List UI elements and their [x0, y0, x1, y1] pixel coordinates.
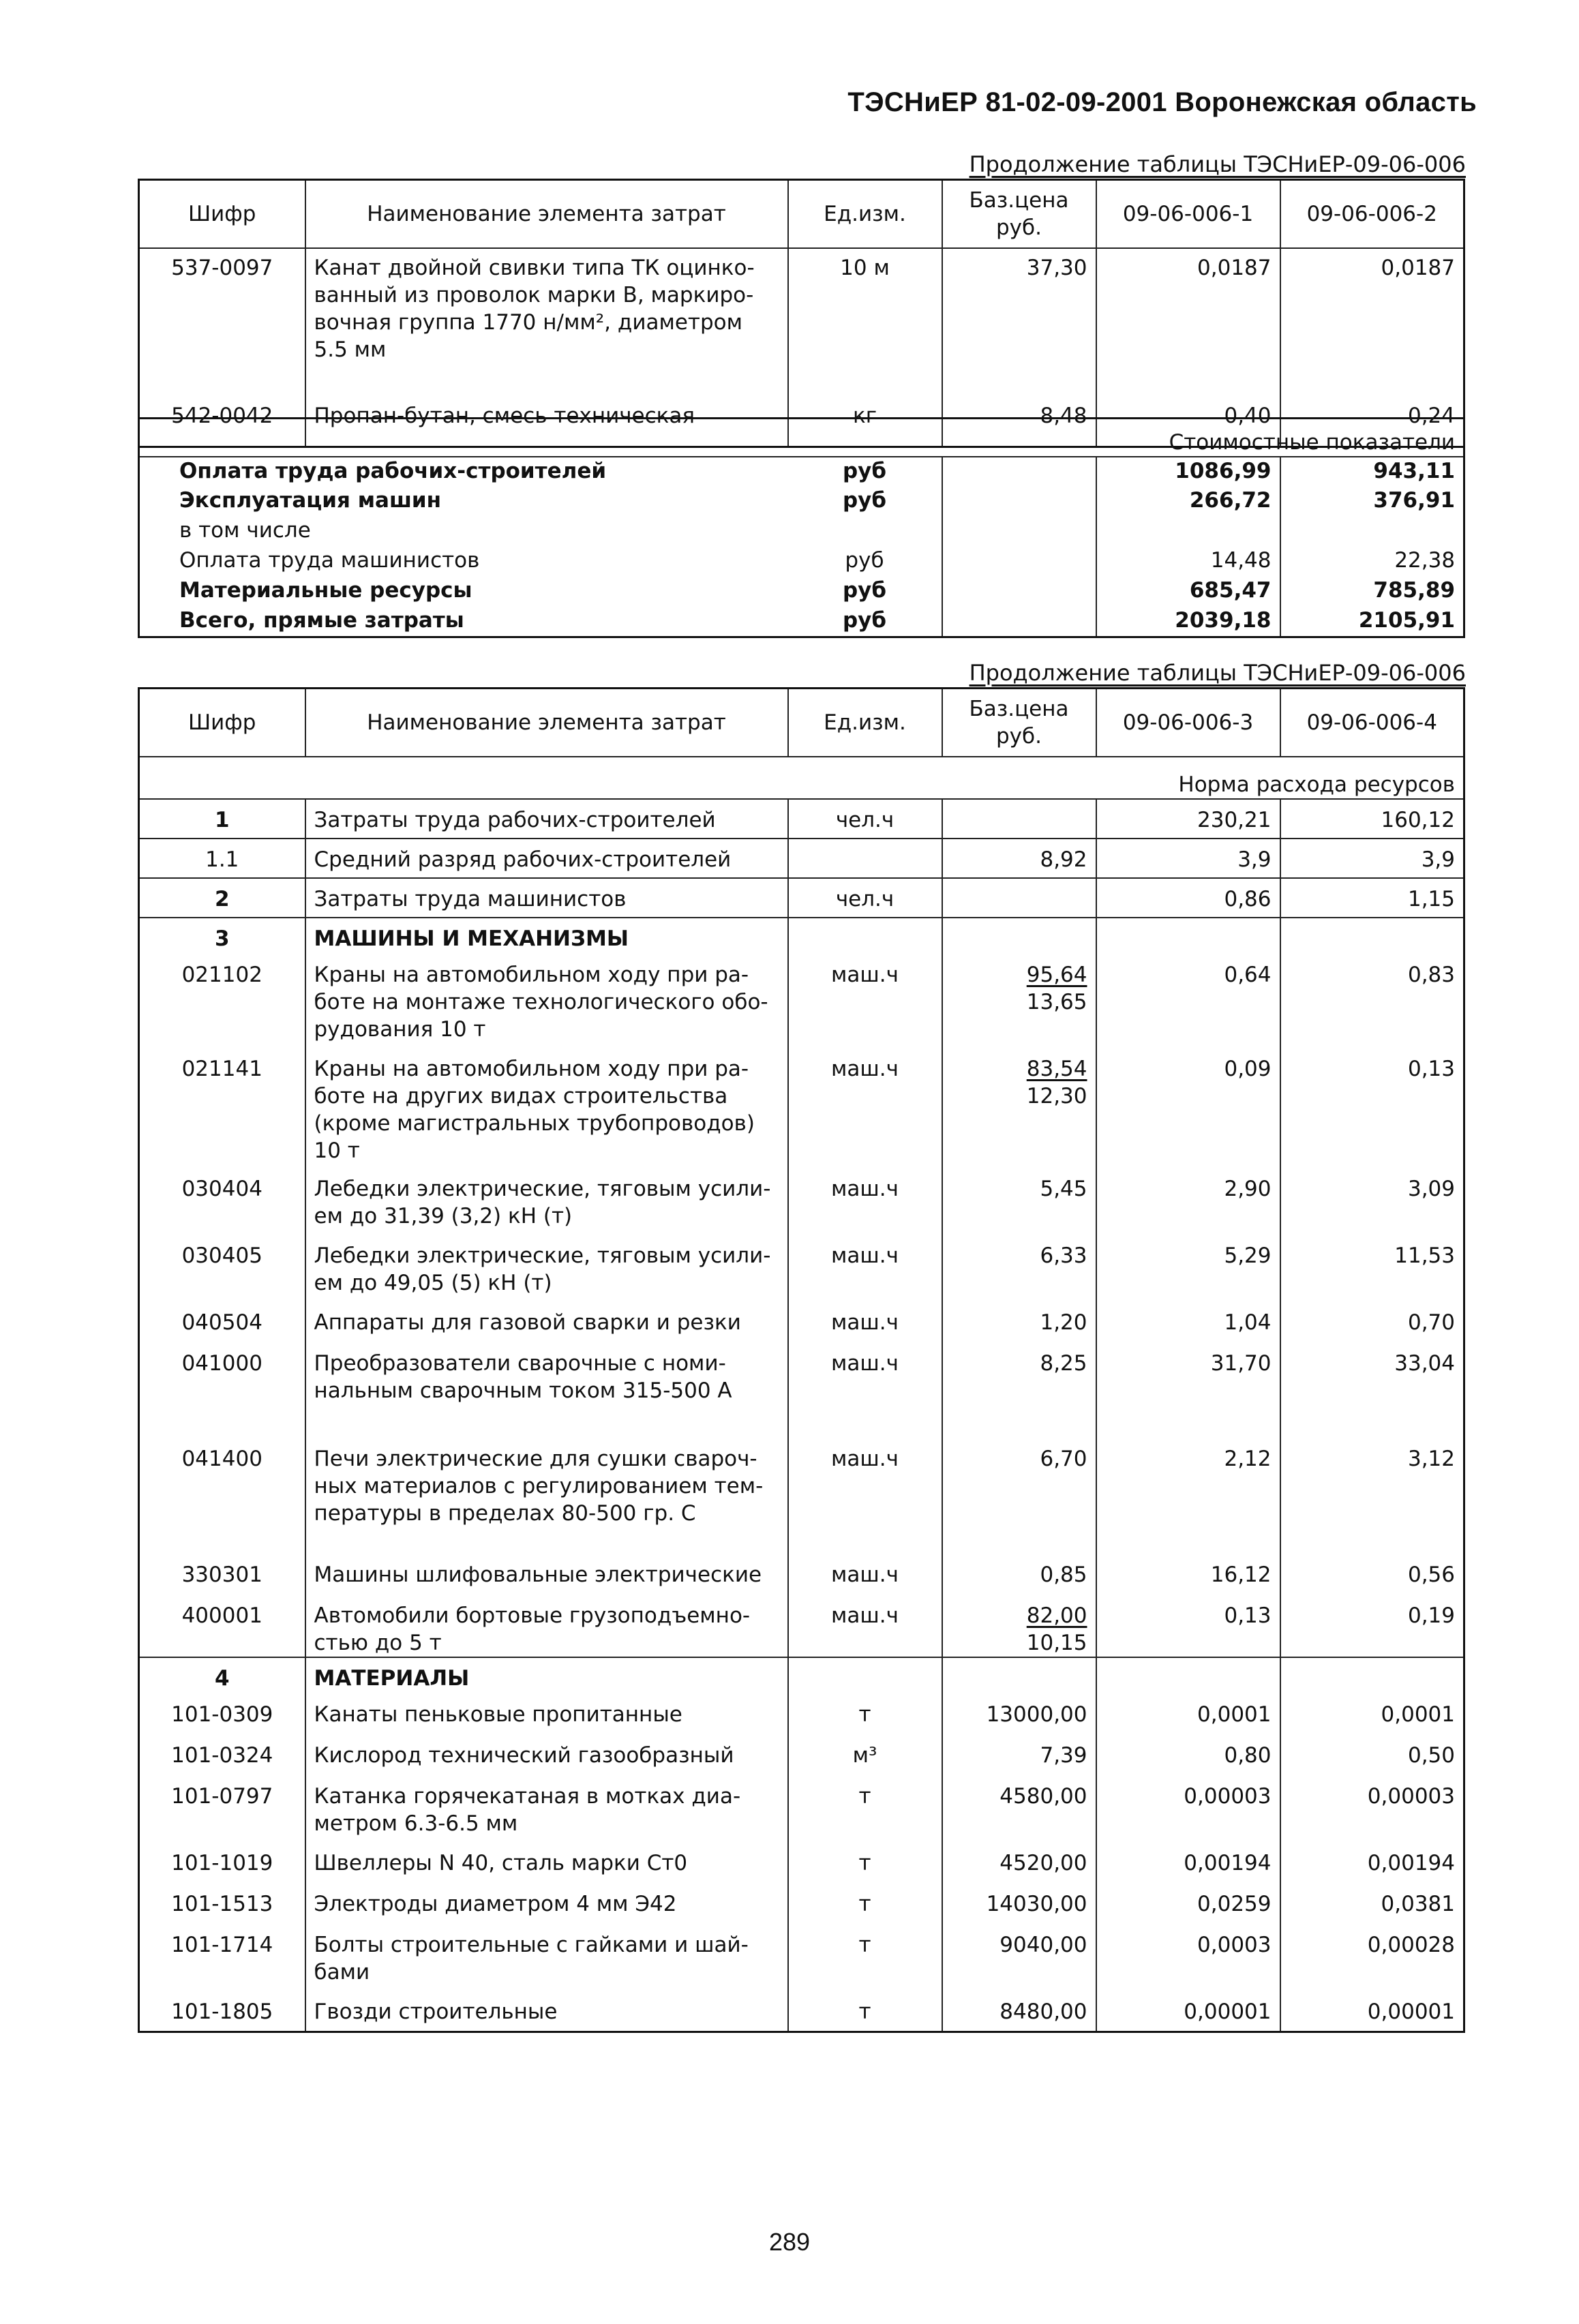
- row-name: Машины шлифовальные электрические: [305, 1556, 788, 1597]
- row-value-b: 0,83: [1280, 956, 1464, 1050]
- row-unit: чел.ч: [788, 878, 942, 918]
- row-unit: т: [788, 1844, 942, 1885]
- row-price: 8,92: [942, 839, 1096, 878]
- row-value-a: 16,12: [1096, 1556, 1280, 1597]
- blank-cell: [1096, 1657, 1280, 1695]
- summary-unit: руб: [845, 548, 884, 573]
- row-value-b: 0,70: [1280, 1303, 1464, 1344]
- row-name: Краны на автомобильном ходу при ра- боте на других видах строительства (кроме магистральных трубопроводов) 10 т: [305, 1050, 788, 1170]
- col-code-header: Шифр: [188, 201, 256, 226]
- row-value-b: 0,13: [1280, 1050, 1464, 1170]
- table-row: [139, 1926, 1464, 1993]
- row-value-a: 0,0003: [1096, 1926, 1280, 1993]
- row-name: Канат двойной свивки типа ТК оцинко- ванный из проволок марки В, маркиро- вочная группа 1770 н/мм², диаметром 5.5 мм: [305, 248, 788, 390]
- row-value-a: 0,00003: [1096, 1777, 1280, 1844]
- row-unit: т: [788, 1993, 942, 2032]
- summary-value-b: 943,11: [1280, 457, 1464, 487]
- row-name: Краны на автомобильном ходу при ра- боте на монтаже технологического обо- рудования 10 т: [305, 956, 788, 1050]
- row-price: [942, 956, 1096, 1050]
- row-code: 101-1805: [171, 1999, 273, 2024]
- blank-cell: [788, 1657, 942, 1695]
- page-number: 289: [768, 2228, 811, 2256]
- row-name: Швеллеры N 40, сталь марки Ст0: [305, 1844, 788, 1885]
- summary-price: [942, 547, 1096, 577]
- table-row: [139, 1844, 1464, 1885]
- row-code: 041400: [181, 1446, 262, 1471]
- row-unit: маш.ч: [788, 956, 942, 1050]
- row-code: 101-0324: [171, 1742, 273, 1768]
- row-value-a: 2,90: [1096, 1170, 1280, 1237]
- row-value-b: 0,00001: [1280, 1993, 1464, 2032]
- col-unit-header: Ед.изм.: [788, 180, 942, 248]
- row-price: [942, 799, 1096, 839]
- table-row: [139, 878, 1464, 918]
- table-row: [139, 1885, 1464, 1926]
- blank-cell: [788, 918, 942, 956]
- col-unit-header: Ед.изм.: [788, 689, 942, 757]
- row-price: 13000,00: [942, 1695, 1096, 1736]
- table1-summary: [138, 417, 1465, 638]
- col-name-header: Наименование элемента затрат: [305, 180, 788, 248]
- table-row: [139, 956, 1464, 1050]
- table1: [138, 179, 1465, 448]
- summary-value-a: 14,48: [1096, 547, 1280, 577]
- summary-unit: руб: [842, 608, 887, 633]
- row-value-b: 0,56: [1280, 1556, 1464, 1597]
- row-unit: маш.ч: [788, 1597, 942, 1657]
- col-a-header: 09-06-006-1: [1096, 180, 1280, 248]
- table2-continuation: Продолжение таблицы ТЭСНиЕР-09-06-006: [969, 660, 1466, 686]
- row-value-b: 0,00194: [1280, 1844, 1464, 1885]
- row-unit: чел.ч: [788, 799, 942, 839]
- row-name: Печи электрические для сушки свароч- ных материалов с регулированием тем- пературы в пределах 80-500 гр. С: [305, 1440, 788, 1556]
- row-price: 4580,00: [942, 1777, 1096, 1844]
- row-code: 101-0797: [171, 1783, 273, 1809]
- summary-name: Эксплуатация машин: [179, 488, 442, 513]
- row-unit: т: [788, 1777, 942, 1844]
- col-name-header: Наименование элемента затрат: [305, 689, 788, 757]
- table-row: [139, 1695, 1464, 1736]
- table-row: [139, 1303, 1464, 1344]
- row-value-a: 0,80: [1096, 1736, 1280, 1777]
- summary-price: [942, 457, 1096, 487]
- row-code: 330301: [181, 1562, 262, 1587]
- row-code: 030405: [181, 1243, 262, 1268]
- row-value-b: 3,09: [1280, 1170, 1464, 1237]
- summary-row: [139, 457, 1464, 487]
- blank-cell: [1280, 1657, 1464, 1695]
- table-row: [139, 248, 1464, 390]
- row-value-b: 0,0381: [1280, 1885, 1464, 1926]
- row-price: 1,20: [942, 1303, 1096, 1344]
- summary-value-b: 2105,91: [1280, 607, 1464, 637]
- row-value-a: 0,0001: [1096, 1695, 1280, 1736]
- row-value-b: 0,00003: [1280, 1777, 1464, 1844]
- summary-unit: [788, 517, 942, 547]
- row-name: Кислород технический газообразный: [305, 1736, 788, 1777]
- row-value-b: 1,15: [1280, 878, 1464, 918]
- summary-value-b: 785,89: [1280, 577, 1464, 607]
- row-code: 021141: [181, 1056, 262, 1081]
- row-code: 040504: [181, 1310, 262, 1335]
- row-price: 4520,00: [942, 1844, 1096, 1885]
- row-value-b: 11,53: [1280, 1237, 1464, 1303]
- row-value-a: 0,0259: [1096, 1885, 1280, 1926]
- summary-unit: руб: [842, 578, 887, 603]
- row-price: 5,45: [942, 1170, 1096, 1237]
- price-numerator: 82,00: [1026, 1603, 1087, 1628]
- row-name: Лебедки электрические, тяговым усили- ем до 49,05 (5) кН (т): [305, 1237, 788, 1303]
- summary-name: Оплата труда машинистов: [179, 548, 480, 573]
- row-unit: 10 м: [788, 248, 942, 390]
- summary-unit: руб: [842, 488, 887, 513]
- row-name: Преобразователи сварочные с номи- нальным сварочным током 315-500 А: [305, 1344, 788, 1440]
- row-unit: [788, 839, 942, 878]
- row-price: [942, 1050, 1096, 1170]
- row-code: 030404: [181, 1176, 262, 1201]
- summary-unit: руб: [842, 459, 887, 483]
- row-value-a: 3,9: [1096, 839, 1280, 878]
- cost-section-label: Стоимостные показатели: [1169, 430, 1456, 455]
- row-unit: маш.ч: [788, 1556, 942, 1597]
- row-code: 101-1714: [171, 1932, 273, 1957]
- row-code: 542-0042: [171, 403, 273, 428]
- row-price: 7,39: [942, 1736, 1096, 1777]
- col-b-header: 09-06-006-2: [1280, 180, 1464, 248]
- table-row: [139, 1237, 1464, 1303]
- row-value-a: 230,21: [1096, 799, 1280, 839]
- row-value-b: 0,0187: [1280, 248, 1464, 390]
- row-value-b: 0,19: [1280, 1597, 1464, 1657]
- row-code: 1.1: [205, 847, 239, 872]
- row-value-a: 0,86: [1096, 878, 1280, 918]
- summary-value-a: 685,47: [1096, 577, 1280, 607]
- row-unit: маш.ч: [788, 1303, 942, 1344]
- col-price-header: Баз.цена руб.: [942, 689, 1096, 757]
- table-row: [139, 1344, 1464, 1440]
- row-value-b: 0,24: [1280, 390, 1464, 447]
- table-row: [139, 839, 1464, 878]
- row-price: 8480,00: [942, 1993, 1096, 2032]
- summary-value-a: [1096, 517, 1280, 547]
- table-row: [139, 1050, 1464, 1170]
- summary-row: [139, 517, 1464, 547]
- row-price: 9040,00: [942, 1926, 1096, 1993]
- row-unit: т: [788, 1885, 942, 1926]
- row-value-a: 0,00001: [1096, 1993, 1280, 2032]
- price-denominator: 13,65: [1026, 989, 1087, 1014]
- row-value-a: 31,70: [1096, 1344, 1280, 1440]
- row-price: 6,33: [942, 1237, 1096, 1303]
- row-name: Пропан-бутан, смесь техническая: [305, 390, 788, 447]
- price-denominator: 10,15: [1026, 1630, 1087, 1655]
- row-name: Канаты пеньковые пропитанные: [305, 1695, 788, 1736]
- summary-name: Всего, прямые затраты: [179, 608, 464, 633]
- row-name: Лебедки электрические, тяговым усили- ем до 31,39 (3,2) кН (т): [305, 1170, 788, 1237]
- summary-price: [942, 487, 1096, 517]
- summary-price: [942, 577, 1096, 607]
- row-code: 1: [214, 807, 230, 832]
- row-value-b: 0,00028: [1280, 1926, 1464, 1993]
- row-name: Болты строительные с гайками и шай- бами: [305, 1926, 788, 1993]
- row-code: 041000: [181, 1350, 262, 1376]
- row-price: 37,30: [942, 248, 1096, 390]
- table-row: [139, 1736, 1464, 1777]
- section-title: МАШИНЫ И МЕХАНИЗМЫ: [305, 918, 788, 956]
- norm-section-label: Норма расхода ресурсов: [1178, 772, 1455, 797]
- row-unit: кг: [788, 390, 942, 447]
- row-value-a: 0,00194: [1096, 1844, 1280, 1885]
- table1-continuation: Продолжение таблицы ТЭСНиЕР-09-06-006: [969, 151, 1466, 177]
- row-unit: т: [788, 1926, 942, 1993]
- summary-value-b: [1280, 517, 1464, 547]
- row-price: 8,25: [942, 1344, 1096, 1440]
- summary-name: Материальные ресурсы: [179, 578, 472, 603]
- row-code: 400001: [181, 1603, 262, 1628]
- col-b-header: 09-06-006-4: [1280, 689, 1464, 757]
- row-code: 101-1513: [171, 1891, 273, 1916]
- row-code: 021102: [181, 962, 262, 987]
- section-title: МАТЕРИАЛЫ: [305, 1657, 788, 1695]
- row-code: 101-0309: [171, 1702, 273, 1727]
- section-code: 4: [214, 1665, 230, 1691]
- row-value-a: 2,12: [1096, 1440, 1280, 1556]
- row-name: Аппараты для газовой сварки и резки: [305, 1303, 788, 1344]
- row-value-a: 0,09: [1096, 1050, 1280, 1170]
- summary-row: [139, 487, 1464, 517]
- section-code: 3: [214, 926, 230, 951]
- row-unit: маш.ч: [788, 1050, 942, 1170]
- row-value-a: 0,64: [1096, 956, 1280, 1050]
- row-value-a: 0,40: [1096, 390, 1280, 447]
- table2: [138, 687, 1465, 2033]
- row-name: Затраты труда машинистов: [305, 878, 788, 918]
- section-row-machines: [139, 918, 1464, 956]
- table-row: [139, 1440, 1464, 1556]
- row-name: Гвозди строительные: [305, 1993, 788, 2032]
- row-name: Затраты труда рабочих-строителей: [305, 799, 788, 839]
- section-row-materials: [139, 1657, 1464, 1695]
- row-name: Средний разряд рабочих-строителей: [305, 839, 788, 878]
- table-row: [139, 1993, 1464, 2032]
- row-value-a: 0,13: [1096, 1597, 1280, 1657]
- price-numerator: 83,54: [1026, 1056, 1087, 1081]
- row-value-b: 33,04: [1280, 1344, 1464, 1440]
- summary-value-b: 376,91: [1280, 487, 1464, 517]
- row-value-b: 3,12: [1280, 1440, 1464, 1556]
- row-value-a: 5,29: [1096, 1237, 1280, 1303]
- page-title: ТЭСНиЕР 81-02-09-2001 Воронежская область: [847, 87, 1477, 117]
- summary-price: [942, 517, 1096, 547]
- summary-row: [139, 547, 1464, 577]
- row-value-a: 0,0187: [1096, 248, 1280, 390]
- row-unit: м³: [788, 1736, 942, 1777]
- summary-name: Оплата труда рабочих-строителей: [179, 459, 607, 483]
- row-value-b: 0,0001: [1280, 1695, 1464, 1736]
- row-code: 537-0097: [171, 255, 273, 280]
- table-row: [139, 799, 1464, 839]
- col-code-header: Шифр: [188, 710, 256, 735]
- row-unit: маш.ч: [788, 1440, 942, 1556]
- summary-row: [139, 577, 1464, 607]
- row-price: 14030,00: [942, 1885, 1096, 1926]
- row-price: 8,48: [942, 390, 1096, 447]
- row-price: 6,70: [942, 1440, 1096, 1556]
- blank-cell: [1096, 918, 1280, 956]
- price-denominator: 12,30: [1026, 1083, 1087, 1108]
- summary-price: [942, 607, 1096, 637]
- summary-row: [139, 607, 1464, 637]
- row-value-a: 1,04: [1096, 1303, 1280, 1344]
- row-code: 101-1019: [171, 1850, 273, 1875]
- summary-name: в том числе: [179, 518, 311, 543]
- row-value-b: 3,9: [1280, 839, 1464, 878]
- blank-cell: [1280, 918, 1464, 956]
- blank-cell: [942, 918, 1096, 956]
- row-value-b: 160,12: [1280, 799, 1464, 839]
- col-price-header: Баз.цена руб.: [942, 180, 1096, 248]
- table-row: [139, 1597, 1464, 1657]
- row-unit: маш.ч: [788, 1170, 942, 1237]
- table-row: [139, 1556, 1464, 1597]
- summary-value-a: 2039,18: [1096, 607, 1280, 637]
- row-unit: маш.ч: [788, 1237, 942, 1303]
- row-value-b: 0,50: [1280, 1736, 1464, 1777]
- table-row: [139, 1777, 1464, 1844]
- summary-value-a: 1086,99: [1096, 457, 1280, 487]
- row-unit: т: [788, 1695, 942, 1736]
- row-price: [942, 878, 1096, 918]
- summary-value-b: 22,38: [1280, 547, 1464, 577]
- price-numerator: 95,64: [1026, 962, 1087, 987]
- summary-value-a: 266,72: [1096, 487, 1280, 517]
- blank-cell: [942, 1657, 1096, 1695]
- row-price: 0,85: [942, 1556, 1096, 1597]
- col-a-header: 09-06-006-3: [1096, 689, 1280, 757]
- row-code: 2: [214, 886, 230, 911]
- row-name: Электроды диаметром 4 мм Э42: [305, 1885, 788, 1926]
- row-name: Катанка горячекатаная в мотках диа- метром 6.3-6.5 мм: [305, 1777, 788, 1844]
- row-unit: маш.ч: [788, 1344, 942, 1440]
- row-name: Автомобили бортовые грузоподъемно- стью до 5 т: [305, 1597, 788, 1657]
- row-price: [942, 1597, 1096, 1657]
- table-row: [139, 1170, 1464, 1237]
